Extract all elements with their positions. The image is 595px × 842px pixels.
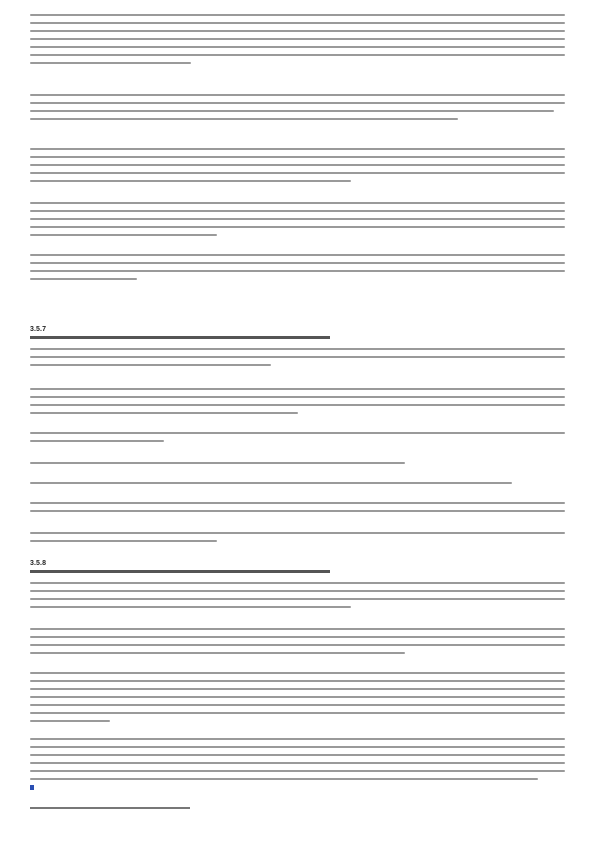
section-heading-3-5-8 bbox=[30, 560, 565, 573]
paragraph bbox=[30, 672, 565, 728]
paragraph bbox=[30, 348, 565, 372]
list-item bbox=[30, 532, 565, 548]
paragraph bbox=[30, 14, 565, 70]
paragraph bbox=[30, 738, 565, 786]
section-heading-3-5-7 bbox=[30, 326, 565, 339]
paragraph bbox=[30, 582, 565, 614]
paragraph bbox=[30, 202, 565, 242]
table-caption bbox=[30, 804, 565, 809]
list-item bbox=[30, 482, 565, 490]
paragraph bbox=[30, 148, 565, 188]
section-number: 3.5.8 bbox=[30, 560, 47, 567]
list-item bbox=[30, 462, 565, 470]
paragraph bbox=[30, 432, 565, 448]
list-item bbox=[30, 502, 565, 518]
paragraph bbox=[30, 94, 565, 126]
paragraph bbox=[30, 254, 565, 286]
section-number: 3.5.7 bbox=[30, 326, 47, 333]
table-reference-link[interactable] bbox=[30, 785, 34, 790]
paragraph bbox=[30, 388, 565, 420]
paragraph bbox=[30, 628, 565, 660]
